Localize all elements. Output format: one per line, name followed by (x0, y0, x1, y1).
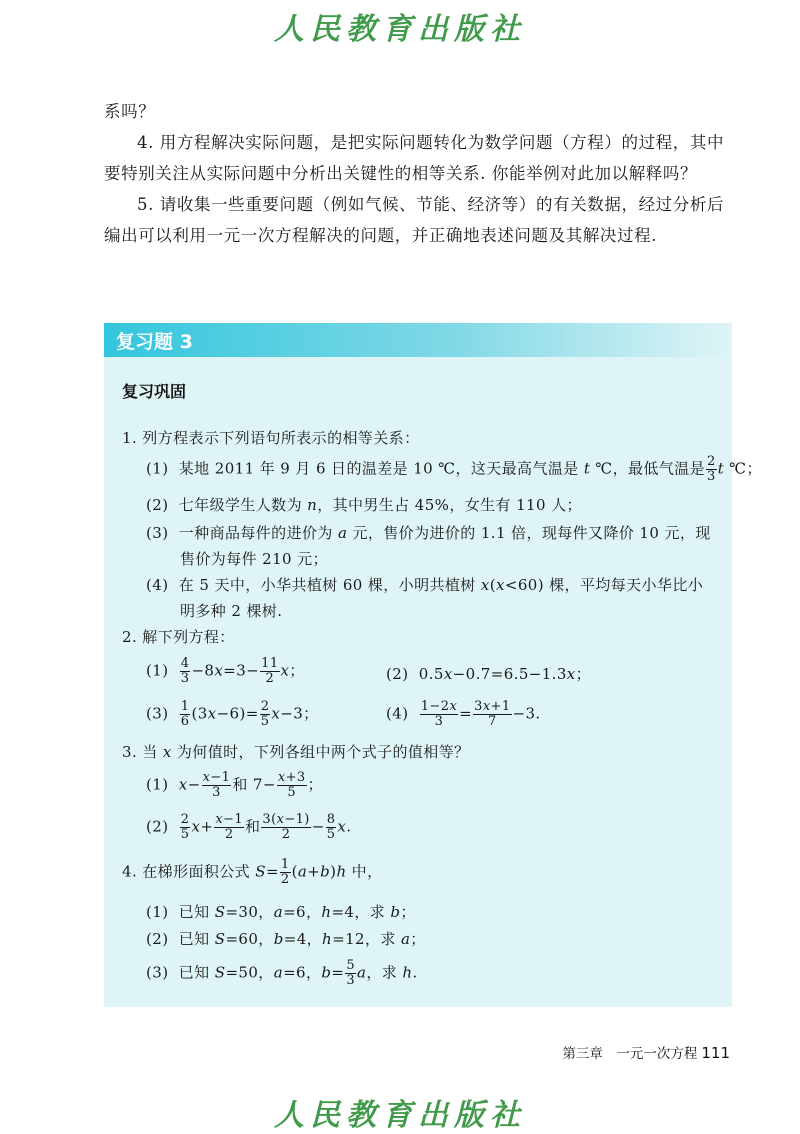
q4-sub2: (2) 已知 S=60，b=4，h=12，求 a； (146, 930, 426, 948)
q1-sub4-cont: 明多种 2 棵树. (180, 602, 283, 620)
q2-stem: 2. 解下列方程： (122, 628, 235, 646)
q2-sub3: (3) $\frac{1}{6}$ (3x−6)= $\frac{2}{5}$ x−3； (146, 699, 319, 729)
review-title: 复习题 3 (116, 331, 193, 353)
intro-line-0: 系吗？ (104, 102, 156, 121)
section-title: 复习巩固 (122, 382, 187, 401)
page-footer (540, 1042, 730, 1062)
q1-sub2: (2) 七年级学生人数为 n，其中男生占 45%，女生有 110 人； (146, 496, 582, 514)
intro-text (104, 96, 732, 251)
q4-stem: 4. 在梯形面积公式 S= $\frac{1}{2}$ (a+b)h 中， (122, 857, 383, 887)
q1-sub3: (3) 一种商品每件的进价为 a 元，售价为进价的 1.1 倍，现每件又降价 10 元，现 (146, 524, 711, 542)
publisher-logo-top: 人民教育出版社 (274, 12, 526, 47)
q3-sub2: (2) $\frac{2}{5}$ x+ $\frac{x-1}{2}$ 和 $\frac{3(x-1)}{2}$ − $\frac{8}{5}$ x. (146, 812, 352, 842)
publisher-logo-bottom: 人民教育出版社 (274, 1098, 526, 1133)
q1-sub1: (1) 某地 2011 年 9 月 6 日的温差是 10 ℃，这天最高气温是 t ℃，最低气温是 $\frac{2}{3}$ t ℃； (146, 454, 762, 484)
q2-sub4: (4) $\frac{1-2x}{3}$ = $\frac{3x+1}{7}$ −3. (386, 699, 541, 729)
review-panel-header (104, 323, 732, 357)
q2-sub2: (2) 0.5x−0.7=6.5−1.3x； (386, 665, 592, 683)
q2-sub1: (1) $\frac{4}{3}$ −8x=3− $\frac{11}{2}$ x； (146, 656, 305, 686)
q1-stem: 1. 列方程表示下列语句所表示的相等关系： (122, 429, 420, 447)
q1-sub4: (4) 在 5 天中，小华共植树 60 棵，小明共植树 x(x<60) 棵，平均每天小华比小 (146, 576, 704, 594)
q4-sub3: (3) 已知 S=50，a=6，b= $\frac{5}{3}$ a，求 h. (146, 958, 418, 988)
chapter-title: 第三章 一元一次方程 (562, 1046, 698, 1062)
q3-sub1: (1) x− $\frac{x-1}{3}$ 和 7− $\frac{x+3}{5}$ ； (146, 770, 323, 800)
q4-sub1: (1) 已知 S=30，a=6，h=4，求 b； (146, 903, 416, 921)
review-panel (104, 323, 762, 1007)
q3-stem: 3. 当 x 为何值时，下列各组中两个式子的值相等？ (122, 743, 470, 761)
page-number: 111 (701, 1044, 730, 1062)
q1-sub3-cont: 售价为每件 210 元； (180, 550, 328, 568)
intro-item-5: 5. 请收集一些重要问题（例如气候、节能、经济等）的有关数据，经过分析后编出可以利用一元一次方程解决的问题，并正确地表述问题及其解决过程. (104, 195, 725, 245)
intro-item-4: 4. 用方程解决实际问题，是把实际问题转化为数学问题（方程）的过程，其中要特别关注从实际问题中分析出关键性的相等关系. 你能举例对此加以解释吗？ (104, 133, 725, 183)
